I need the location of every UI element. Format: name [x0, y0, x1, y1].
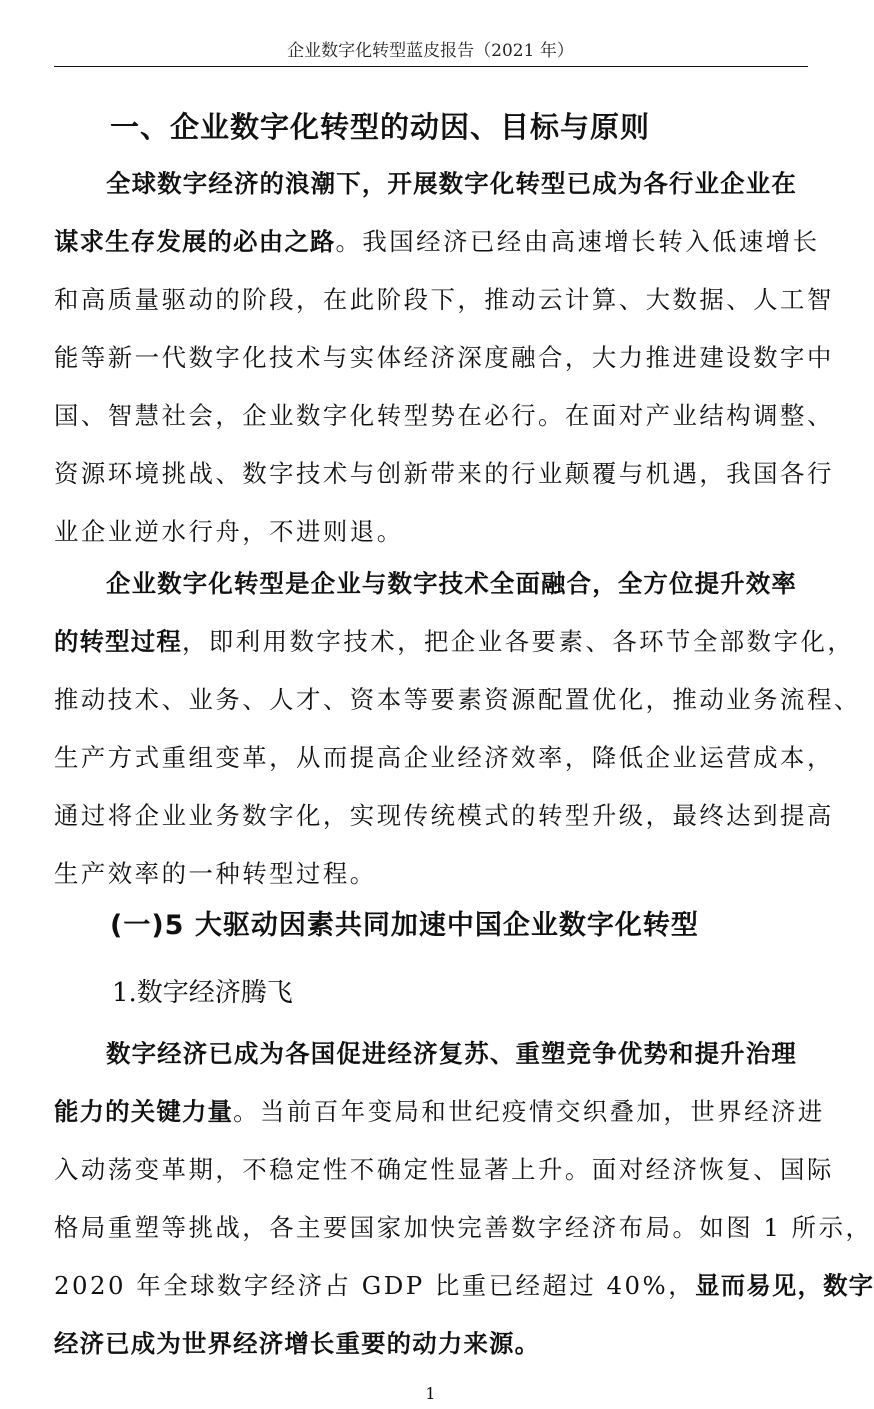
paragraph-line: 经济已成为世界经济增长重要的动力来源。 [54, 1329, 541, 1358]
paragraph-line: 生产方式重组变革，从而提高企业经济效率，降低企业运营成本， [54, 743, 834, 772]
bold-text: 显而易见，数字 [695, 1271, 874, 1300]
page-number: 1 [425, 1384, 436, 1403]
bold-lead-text: 的转型过程 [54, 627, 182, 656]
paragraph-2 [54, 555, 861, 903]
paragraph-line: 通过将企业业务数字化，实现传统模式的转型升级，最终达到提高 [54, 801, 834, 830]
bold-lead-text: 能力的关键力量 [54, 1097, 234, 1126]
paragraph-line: 推动技术、业务、人才、资本等要素资源配置优化，推动业务流程、 [54, 685, 861, 714]
subsection-heading: (一)5 大驱动因素共同加速中国企业数字化转型 [110, 910, 699, 941]
paragraph-3 [54, 1025, 874, 1373]
paragraph-line: 业企业逆水行舟，不进则退。 [54, 517, 404, 546]
paragraph-line [54, 1083, 825, 1141]
paragraph-line: 全球数字经济的浪潮下，开展数字化转型已成为各行业企业在 [106, 169, 797, 198]
section-heading: 一、企业数字化转型的动因、目标与原则 [110, 110, 651, 144]
body-text: 2020 年全球数字经济占 GDP 比重已经超过 40%， [54, 1271, 696, 1300]
body-text: ，即利用数字技术，把企业各要素、各环节全部数字化， [181, 627, 855, 656]
paragraph-line [54, 1257, 874, 1315]
paragraph-line: 能等新一代数字化技术与实体经济深度融合，大力推进建设数字中 [54, 343, 834, 372]
body-text: 。我国经济已经由高速增长转入低速增长 [335, 227, 820, 256]
paragraph-1 [54, 155, 834, 561]
paragraph-line: 企业数字化转型是企业与数字技术全面融合，全方位提升效率 [106, 569, 797, 598]
header-divider [54, 66, 808, 67]
subsubsection-heading: 1.数字经济腾飞 [112, 978, 293, 1008]
paragraph-line: 生产效率的一种转型过程。 [54, 859, 377, 888]
paragraph-line: 国、智慧社会，企业数字化转型势在必行。在面对产业结构调整、 [54, 401, 834, 430]
paragraph-line: 资源环境挑战、数字技术与创新带来的行业颠覆与机遇，我国各行 [54, 459, 834, 488]
paragraph-line: 格局重塑等挑战，各主要国家加快完善数字经济布局。如图 1 所示， [54, 1213, 873, 1242]
body-text: 。当前百年变局和世纪疫情交织叠加，世界经济进 [233, 1097, 825, 1126]
paragraph-line: 和高质量驱动的阶段，在此阶段下，推动云计算、大数据、人工智 [54, 285, 834, 314]
paragraph-line: 数字经济已成为各国促进经济复苏、重塑竞争优势和提升治理 [106, 1039, 797, 1068]
paragraph-line [54, 213, 820, 271]
paragraph-line [54, 613, 855, 671]
paragraph-line: 入动荡变革期，不稳定性不确定性显著上升。面对经济恢复、国际 [54, 1155, 834, 1184]
running-header: 企业数字化转型蓝皮报告（2021 年） [287, 41, 574, 61]
bold-lead-text: 谋求生存发展的必由之路 [54, 227, 336, 256]
